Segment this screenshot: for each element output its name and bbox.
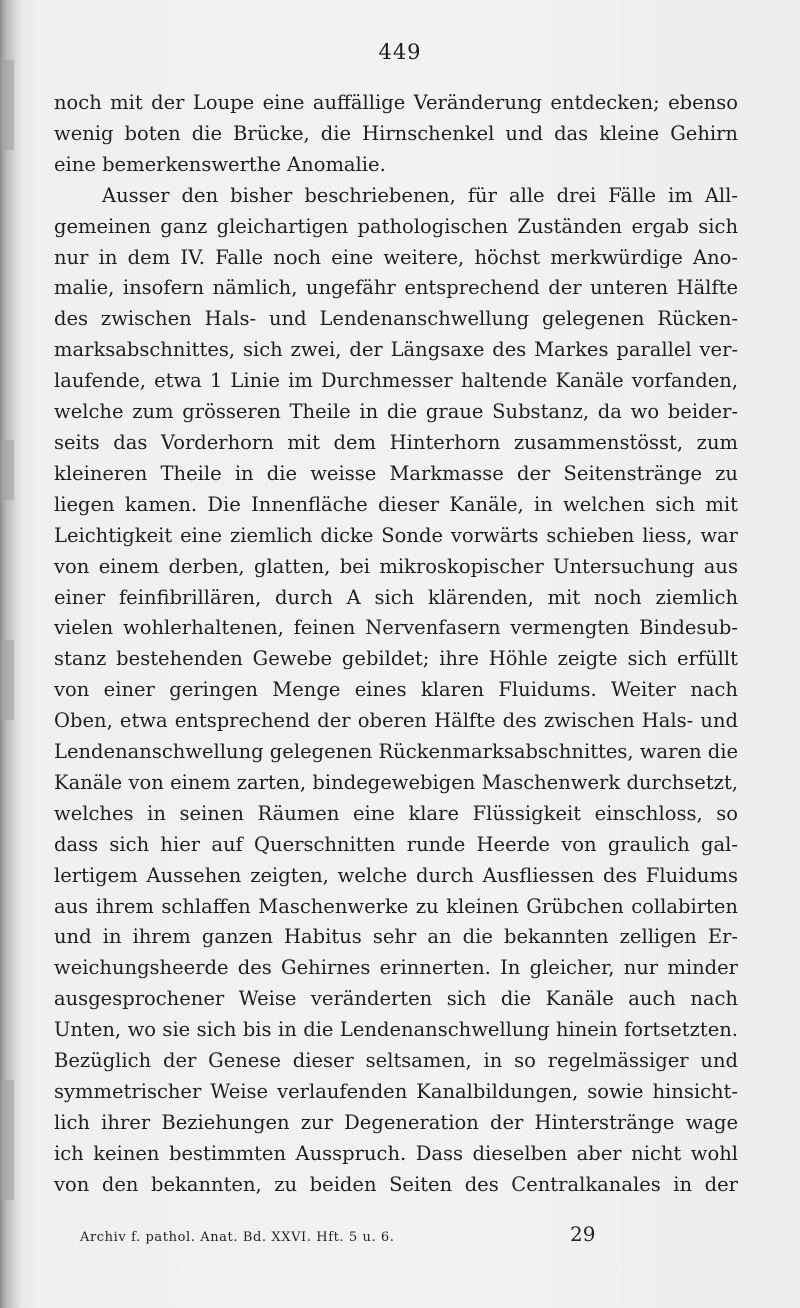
text-line: seits das Vorderhorn mit dem Hinterhorn zusammenstösst, zum: [54, 430, 738, 454]
text-line: Ausser den bisher beschriebenen, für alle drei Fälle im All-: [102, 183, 738, 207]
page-edge-tear: [4, 440, 14, 500]
page-edge-tear: [4, 640, 14, 720]
text-line: und in ihrem ganzen Habitus sehr an die bekannten zelligen Er-: [54, 925, 738, 949]
page-edge-tear: [4, 60, 14, 150]
text-line: stanz bestehenden Gewebe gebildet; ihre Höhle zeigte sich erfüllt: [54, 647, 738, 671]
signature-mark: 29: [570, 1222, 596, 1246]
journal-reference: Archiv f. pathol. Anat. Bd. XXVI. Hft. 5 u. 6.: [80, 1230, 395, 1245]
text-line: von einem derben, glatten, bei mikroskopischer Untersuchung aus: [54, 554, 738, 578]
text-line: vielen wohlerhaltenen, feinen Nervenfasern vermengten Bindesub-: [54, 616, 738, 640]
text-line: wenig boten die Brücke, die Hirnschenkel und das kleine Gehirn: [54, 121, 738, 145]
text-line: malie, insofern nämlich, ungefähr entsprechend der unteren Hälfte: [54, 276, 738, 300]
text-line: kleineren Theile in die weisse Markmasse der Seitenstränge zu: [54, 461, 738, 485]
text-line: von den bekannten, zu beiden Seiten des Centralkanales in der: [54, 1172, 738, 1196]
text-line: weichungsheerde des Gehirnes erinnerten. In gleicher, nur minder: [54, 956, 738, 980]
text-line: Unten, wo sie sich bis in die Lendenanschwellung hinein fortsetzten.: [54, 1018, 738, 1042]
text-line: ausgesprochener Weise veränderten sich die Kanäle auch nach: [54, 987, 738, 1011]
text-line: laufende, etwa 1 Linie im Durchmesser haltende Kanäle vorfanden,: [54, 369, 738, 393]
page-number: 449: [378, 40, 422, 64]
text-line: lertigem Aussehen zeigten, welche durch Ausfliessen des Fluidums: [54, 863, 738, 887]
text-line: Bezüglich der Genese dieser seltsamen, in so regelmässiger und: [54, 1049, 738, 1073]
text-line: noch mit der Loupe eine auffällige Veränderung entdecken; ebenso: [54, 91, 738, 114]
body-text: [54, 88, 738, 1201]
text-line: symmetrischer Weise verlaufenden Kanalbildungen, sowie hinsicht-: [54, 1080, 738, 1103]
text-line: dass sich hier auf Querschnitten runde Heerde von graulich gal-: [54, 832, 738, 856]
text-line: Kanäle von einem zarten, bindegewebigen Maschenwerk durchsetzt,: [54, 770, 738, 794]
text-line: von einer geringen Menge eines klaren Fluidums. Weiter nach: [54, 678, 738, 702]
page-footer: [80, 1222, 740, 1252]
text-line: liegen kamen. Die Innenfläche dieser Kanäle, in welchen sich mit: [54, 492, 738, 516]
text-line: welches in seinen Räumen eine klare Flüssigkeit einschloss, so: [54, 801, 738, 825]
text-line: einer feinfibrillären, durch A sich klärenden, mit noch ziemlich: [54, 585, 738, 609]
text-line: Leichtigkeit eine ziemlich dicke Sonde vorwärts schieben liess, war: [54, 523, 738, 547]
text-line: gemeinen ganz gleichartigen pathologischen Zuständen ergab sich: [54, 214, 738, 238]
text-line: lich ihrer Beziehungen zur Degeneration der Hinterstränge wage: [54, 1110, 738, 1134]
text-line: Oben, etwa entsprechend der oberen Hälfte des zwischen Hals- und: [54, 709, 738, 733]
text-line: nur in dem IV. Falle noch eine weitere, höchst merkwürdige Ano-: [54, 245, 738, 269]
text-line: Lendenanschwellung gelegenen Rückenmarksabschnittes, waren die: [54, 740, 739, 764]
text-line: marksabschnittes, sich zwei, der Längsaxe des Markes parallel ver-: [54, 338, 738, 362]
text-line: eine bemerkenswerthe Anomalie.: [54, 152, 386, 176]
text-line: aus ihrem schlaffen Maschenwerke zu kleinen Grübchen collabirten: [54, 894, 738, 918]
page-edge-tear: [4, 1080, 14, 1200]
text-line: des zwischen Hals- und Lendenanschwellung gelegenen Rücken-: [54, 307, 738, 331]
text-line: ich keinen bestimmten Ausspruch. Dass dieselben aber nicht wohl: [54, 1141, 738, 1165]
text-line: welche zum grösseren Theile in die graue Substanz, da wo beider-: [54, 400, 738, 424]
